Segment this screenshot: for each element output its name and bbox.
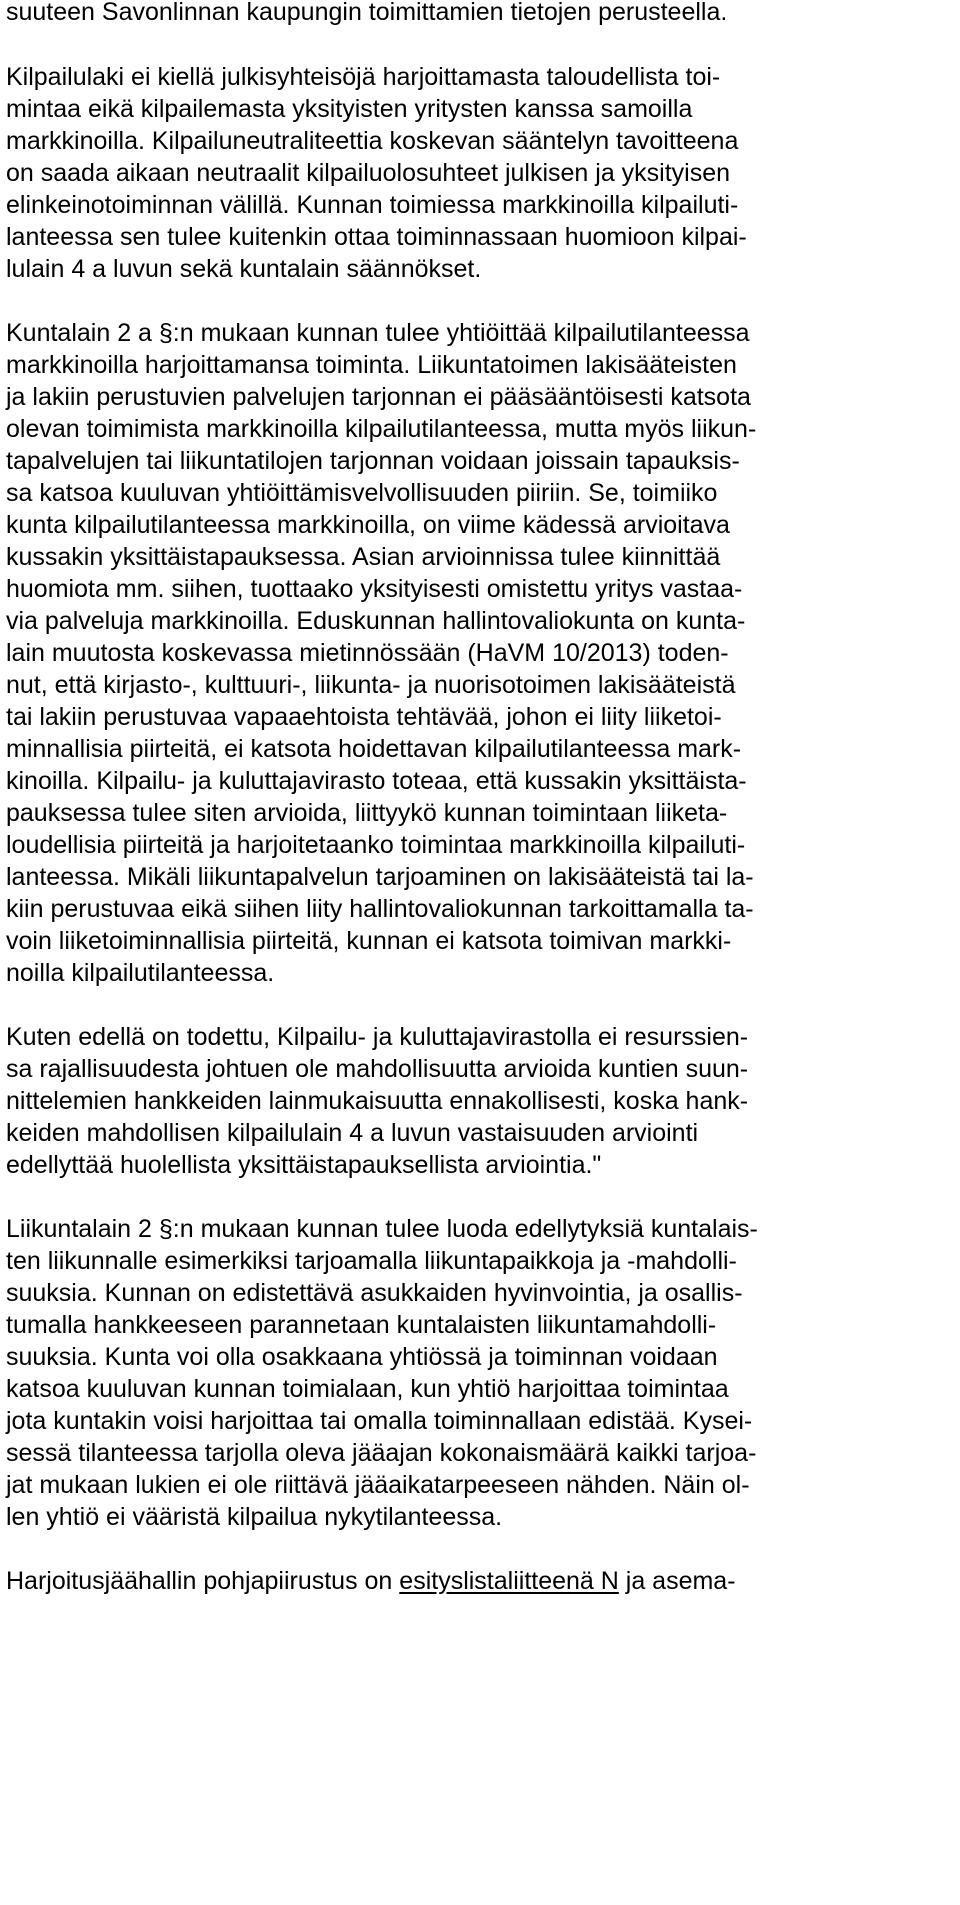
text-line: minnallisia piirteitä, ei katsota hoidettavan kilpailutilanteessa mark-	[6, 735, 742, 763]
text-line: markkinoilla. Kilpailuneutraliteettia koskevan sääntelyn tavoitteena	[6, 127, 739, 155]
text-line: lanteessa. Mikäli liikuntapalvelun tarjoaminen on lakisääteistä tai la-	[6, 863, 754, 891]
text-line: tapalvelujen tai liikuntatilojen tarjonnan voidaan joissain tapauksis-	[6, 447, 740, 475]
text-line: lanteessa sen tulee kuitenkin ottaa toiminnassaan huomioon kilpai-	[6, 223, 747, 251]
text-line: Kuten edellä on todettu, Kilpailu- ja kuluttajavirastolla ei resurssien-	[6, 1023, 749, 1051]
text-line: tai lakiin perustuvaa vapaaehtoista tehtävää, johon ei liity liiketoi-	[6, 703, 722, 731]
text-line: sessä tilanteessa tarjolla oleva jääajan kokonaismäärä kaikki tarjoa-	[6, 1439, 757, 1467]
text-line: kiin perustuvaa eikä siihen liity hallintovaliokunnan tarkoittamalla ta-	[6, 895, 754, 923]
text-line: sa rajallisuudesta johtuen ole mahdollisuutta arvioida kuntien suun-	[6, 1055, 749, 1083]
text-line: markkinoilla harjoittamansa toiminta. Liikuntatoimen lakisääteisten	[6, 351, 737, 379]
text-line: nittelemien hankkeiden lainmukaisuutta ennakollisesti, koska hank-	[6, 1087, 749, 1115]
text-line: Kuntalain 2 a §:n mukaan kunnan tulee yhtiöittää kilpailutilanteessa	[6, 319, 750, 347]
text-line: kussakin yksittäistapauksessa. Asian arvioinnissa tulee kiinnittää	[6, 543, 721, 571]
text-line: elinkeinotoiminnan välillä. Kunnan toimiessa markkinoilla kilpailuti-	[6, 191, 739, 219]
text-line: pauksessa tulee siten arvioida, liittyykö kunnan toimintaan liiketa-	[6, 799, 728, 827]
text-line: jat mukaan lukien ei ole riittävä jääaikatarpeeseen nähden. Näin ol-	[6, 1471, 750, 1499]
text-line: noilla kilpailutilanteessa.	[6, 959, 275, 987]
text-line: lulain 4 a luvun sekä kuntalain säännökset.	[6, 255, 482, 283]
text-line: Liikuntalain 2 §:n mukaan kunnan tulee luoda edellytyksiä kuntalais-	[6, 1215, 758, 1243]
text-line: lain muutosta koskevassa mietinnössään (HaVM 10/2013) toden-	[6, 639, 729, 667]
text-line: sa katsoa kuuluvan yhtiöittämisvelvollisuuden piiriin. Se, toimiiko	[6, 479, 718, 507]
text-line: huomiota mm. siihen, tuottaako yksityisesti omistettu yritys vastaa-	[6, 575, 743, 603]
text-line: olevan toimimista markkinoilla kilpailutilanteessa, mutta myös liikun-	[6, 415, 757, 443]
text-line: kinoilla. Kilpailu- ja kuluttajavirasto toteaa, että kussakin yksittäista-	[6, 767, 747, 795]
text-line: katsoa kuuluvan kunnan toimialaan, kun yhtiö harjoittaa toimintaa	[6, 1375, 729, 1403]
text-line: jota kuntakin voisi harjoittaa tai omalla toiminnallaan edistää. Kysei-	[6, 1407, 753, 1435]
text-line: voin liiketoiminnallisia piirteitä, kunnan ei katsota toimivan markki-	[6, 927, 732, 955]
text-line: suuteen Savonlinnan kaupungin toimittamien tietojen perusteella.	[6, 0, 728, 26]
attachment-link[interactable]: esityslistaliitteenä N	[399, 1567, 619, 1595]
text-line: nut, että kirjasto-, kulttuuri-, liikunta- ja nuorisotoimen lakisääteistä	[6, 671, 736, 699]
text-line: ja lakiin perustuvien palvelujen tarjonnan ei pääsääntöisesti katsota	[6, 383, 751, 411]
text-line: suuksia. Kunta voi olla osakkaana yhtiössä ja toiminnan voidaan	[6, 1343, 718, 1371]
text-line: keiden mahdollisen kilpailulain 4 a luvun vastaisuuden arviointi	[6, 1119, 699, 1147]
text-line: len yhtiö ei vääristä kilpailua nykytilanteessa.	[6, 1503, 503, 1531]
text-line: edellyttää huolellista yksittäistapauksellista arviointia."	[6, 1151, 602, 1179]
text-line: Kilpailulaki ei kiellä julkisyhteisöjä harjoittamasta taloudellista toi-	[6, 63, 721, 91]
text-fragment: ja asema-	[618, 1567, 736, 1595]
text-line: on saada aikaan neutraalit kilpailuolosuhteet julkisen ja yksityisen	[6, 159, 731, 187]
text-line: kunta kilpailutilanteessa markkinoilla, on viime kädessä arvioitava	[6, 511, 730, 539]
text-line: mintaa eikä kilpailemasta yksityisten yritysten kanssa samoilla	[6, 95, 693, 123]
text-line: loudellisia piirteitä ja harjoitetaanko toimintaa markkinoilla kilpailuti-	[6, 831, 746, 859]
text-line: tumalla hankkeeseen parannetaan kuntalaisten liikuntamahdolli-	[6, 1311, 717, 1339]
text-line: via palveluja markkinoilla. Eduskunnan hallintovaliokunta on kunta-	[6, 607, 746, 635]
text-line: ten liikunnalle esimerkiksi tarjoamalla liikuntapaikkoja ja -mahdolli-	[6, 1247, 737, 1275]
text-line	[6, 1567, 736, 1596]
text-line: suuksia. Kunnan on edistettävä asukkaiden hyvinvointia, ja osallis-	[6, 1279, 743, 1307]
text-fragment: Harjoitusjäähallin pohjapiirustus on	[6, 1567, 400, 1595]
